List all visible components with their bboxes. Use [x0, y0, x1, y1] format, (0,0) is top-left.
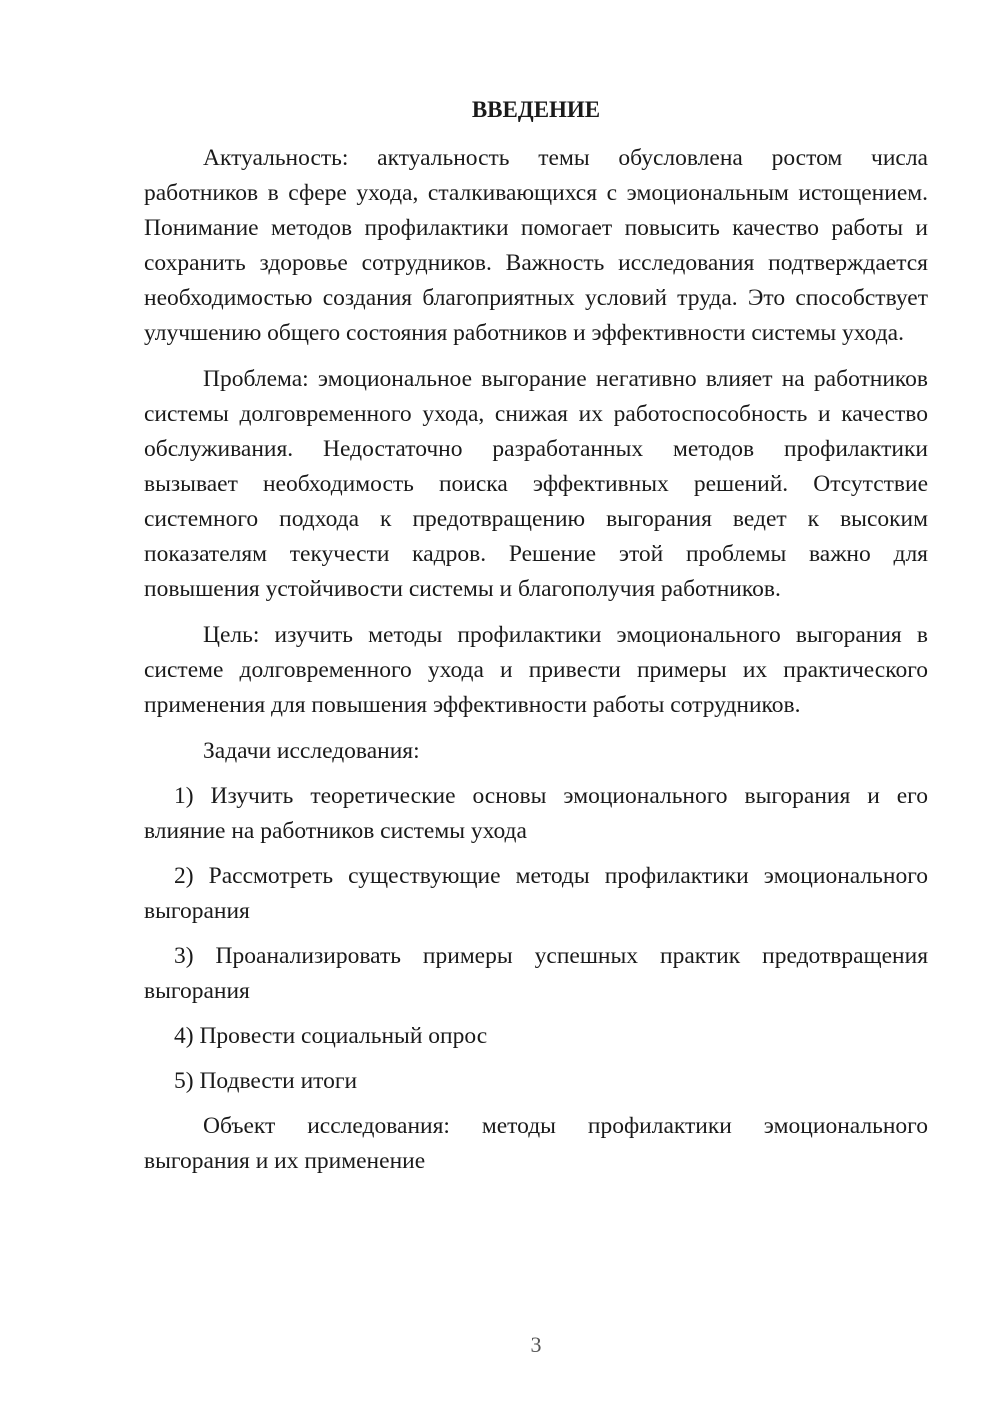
tasks-heading: Задачи исследования: — [203, 738, 420, 764]
object-paragraph: Объект исследования: методы профилактики эмоционального выгорания и их применение — [144, 1113, 928, 1174]
task-item-5: 5) Подвести итоги — [174, 1068, 358, 1094]
task-item-1: 1) Изучить теоретические основы эмоционального выгорания и его влияние на работников системы ухода — [144, 783, 928, 844]
task-item-2: 2) Рассмотреть существующие методы профилактики эмоционального выгорания — [144, 863, 928, 924]
section-title: ВВЕДЕНИЕ — [471, 97, 601, 122]
page-number: 3 — [530, 1332, 542, 1357]
task-item-4: 4) Провести социальный опрос — [174, 1023, 488, 1049]
goal-paragraph: Цель: изучить методы профилактики эмоционального выгорания в системе долговременного ухода и привести примеры их практического применения для повышения эффективности работы сотрудников. — [144, 622, 928, 718]
problem-paragraph: Проблема: эмоциональное выгорание негативно влияет на работников системы долговременного ухода, снижая их работоспособность и качество обслуживания. Недостаточно разработанных методов профилактики вызывает необходимость поиска эффективных решений. Отсутствие системного подхода к предотвращению выгорания ведет к высоким показателям текучести кадров. Решение этой проблемы важно для повышения устойчивости системы и благополучия работников. — [144, 366, 928, 602]
task-item-3: 3) Проанализировать примеры успешных практик предотвращения выгорания — [144, 943, 928, 1004]
relevance-paragraph: Актуальность: актуальность темы обусловлена ростом числа работников в сфере ухода, сталкивающихся с эмоциональным истощением. Понимание методов профилактики помогает повысить качество работы и сохранить здоровье сотрудников. Важность исследования подтверждается необходимостью создания благоприятных условий труда. Это способствует улучшению общего состояния работников и эффективности системы ухода. — [144, 145, 928, 346]
task-list — [144, 779, 928, 1099]
page-content — [144, 92, 928, 1190]
